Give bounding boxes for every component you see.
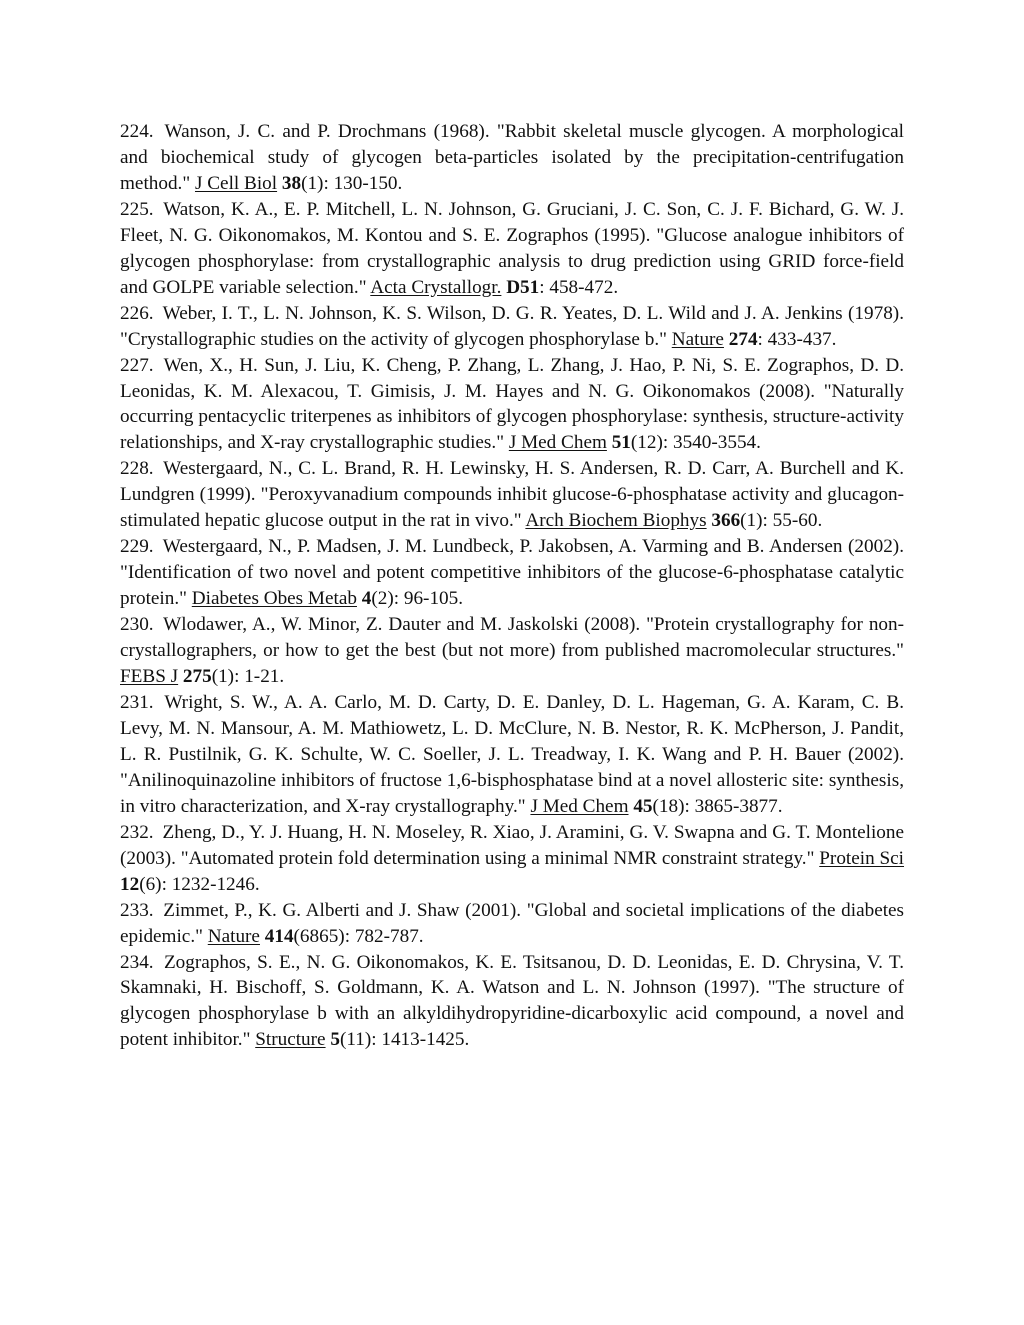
reference-pages: : 3540-3554. bbox=[662, 432, 761, 454]
reference-issue: (1) bbox=[211, 666, 235, 688]
reference-number: 231. bbox=[120, 691, 154, 713]
reference-volume: 4 bbox=[361, 588, 372, 610]
reference-entry bbox=[120, 119, 904, 197]
reference-title: "Rabbit skeletal muscle glycogen. A morphological and biochemical study of glycogen beta-particles isolated by the precipitation-centrifugation method." bbox=[120, 121, 905, 194]
reference-pages: : 55-60. bbox=[762, 510, 823, 532]
reference-title: "Anilinoquinazoline inhibitors of fructose 1,6-bisphosphatase bind at a novel allosteric site: synthesis, in vitro characterization, and X-ray crystallography." bbox=[120, 769, 904, 817]
reference-entry bbox=[120, 353, 904, 457]
reference-volume: 414 bbox=[264, 925, 294, 947]
reference-number: 234. bbox=[120, 951, 154, 973]
reference-title: "Global and societal implications of the diabetes epidemic." bbox=[120, 899, 905, 947]
reference-volume: 5 bbox=[330, 1029, 340, 1051]
reference-entry bbox=[120, 950, 904, 1054]
reference-authors: Westergaard, N., P. Madsen, J. M. Lundbeck, P. Jakobsen, A. Varming and B. Andersen (2002). bbox=[162, 536, 904, 558]
reference-entry bbox=[120, 820, 904, 898]
reference-title: "Crystallographic studies on the activity of glycogen phosphorylase b." bbox=[120, 328, 667, 350]
reference-issue: (11) bbox=[339, 1029, 372, 1051]
reference-entry bbox=[120, 301, 904, 353]
reference-issue: (6865) bbox=[293, 925, 345, 947]
reference-authors: Zographos, S. E., N. G. Oikonomakos, K. E. Tsitsanou, D. D. Leonidas, E. D. Chrysina, V. T. Skamnaki, H. Bischoff, S. Goldmann, K. A. Watson and L. N. Johnson (1997). bbox=[120, 951, 905, 999]
reference-volume: 275 bbox=[182, 666, 212, 688]
reference-entry bbox=[120, 690, 904, 820]
reference-issue: (18) bbox=[652, 795, 685, 817]
reference-volume: 12 bbox=[120, 873, 140, 895]
reference-issue: (1) bbox=[740, 510, 763, 532]
reference-authors: Zheng, D., Y. J. Huang, H. N. Moseley, R. Xiao, J. Aramini, G. V. Swapna and G. T. Montelione (2003). bbox=[120, 821, 904, 869]
reference-pages: : 458-472. bbox=[539, 276, 619, 298]
reference-journal: Protein Sci bbox=[819, 847, 905, 869]
reference-title: "Glucose analogue inhibitors of glycogen phosphorylase: from crystallographic analysis to drug prediction using GRID force-field and GOLPE variable selection." bbox=[120, 224, 904, 298]
reference-volume: 274 bbox=[728, 328, 758, 350]
reference-pages: : 1413-1425. bbox=[371, 1029, 470, 1051]
reference-authors: Watson, K. A., E. P. Mitchell, L. N. Johnson, G. Gruciani, J. C. Son, C. J. F. Bichard, G. W. J. Fleet, N. G. Oikonomakos, M. Kontou and S. E. Zographos (1995). bbox=[120, 198, 904, 246]
reference-list bbox=[120, 119, 904, 1053]
reference-pages: : 3865-3877. bbox=[684, 795, 783, 817]
reference-entry bbox=[120, 898, 904, 950]
reference-number: 226. bbox=[120, 302, 154, 324]
reference-entry bbox=[120, 197, 904, 301]
reference-pages: : 1-21. bbox=[234, 666, 285, 688]
reference-journal: Diabetes Obes Metab bbox=[191, 588, 357, 610]
reference-journal: Acta Crystallogr. bbox=[370, 276, 502, 298]
reference-volume: 45 bbox=[633, 795, 653, 817]
reference-journal: Nature bbox=[671, 328, 724, 350]
reference-issue: (2) bbox=[371, 588, 394, 610]
reference-pages: : 782-787. bbox=[344, 925, 424, 947]
reference-pages: : 433-437. bbox=[757, 328, 837, 350]
reference-number: 228. bbox=[120, 458, 154, 480]
reference-volume: D51 bbox=[506, 276, 540, 298]
reference-authors: Westergaard, N., C. L. Brand, R. H. Lewinsky, H. S. Andersen, R. D. Carr, A. Burchell and K. Lundgren (1999). bbox=[120, 458, 905, 506]
reference-journal: Arch Biochem Biophys bbox=[525, 510, 707, 532]
reference-pages: : 130-150. bbox=[323, 172, 403, 194]
reference-authors: Zimmet, P., K. G. Alberti and J. Shaw (2001). bbox=[163, 899, 522, 921]
reference-number: 229. bbox=[120, 536, 154, 558]
reference-volume: 366 bbox=[711, 510, 741, 532]
reference-number: 227. bbox=[120, 354, 154, 376]
reference-title: "The structure of glycogen phosphorylase b with an alkyldihydropyridine-dicarboxylic acid compound, a novel and potent inhibitor." bbox=[120, 977, 904, 1051]
reference-pages: : 96-105. bbox=[393, 588, 464, 610]
reference-authors: Wanson, J. C. and P. Drochmans (1968). bbox=[164, 121, 490, 142]
reference-title: "Automated protein fold determination using a minimal NMR constraint strategy." bbox=[180, 847, 815, 869]
reference-volume: 51 bbox=[611, 432, 631, 454]
reference-title: "Naturally occurring pentacyclic triterpenes as inhibitors of glycogen phosphorylase: synthesis, structure-activity relationships, and X-ray crystallographic studies." bbox=[120, 380, 905, 454]
reference-number: 232. bbox=[120, 821, 154, 843]
reference-journal: J Cell Biol bbox=[194, 172, 278, 194]
reference-volume: 38 bbox=[281, 172, 302, 194]
reference-authors: Wright, S. W., A. A. Carlo, M. D. Carty, D. E. Danley, D. L. Hageman, G. A. Karam, C. B. Levy, M. N. Mansour, A. M. Mathiowetz, L. D. McClure, N. B. Nestor, R. K. McPherson, J. Pandit, L. R. Pustilnik, G. K. Schulte, W. C. Soeller, J. L. Treadway, I. K. Wang and P. H. Bauer (2002). bbox=[120, 691, 905, 765]
reference-number: 230. bbox=[120, 614, 154, 636]
reference-entry bbox=[120, 612, 904, 690]
reference-authors: Wen, X., H. Sun, J. Liu, K. Cheng, P. Zhang, L. Zhang, J. Hao, P. Ni, S. E. Zographos, D. D. Leonidas, K. M. Alexacou, T. Gimisis, J. M. Hayes and N. G. Oikonomakos (2008). bbox=[120, 354, 904, 402]
reference-authors: Wlodawer, A., W. Minor, Z. Dauter and M. Jaskolski (2008). bbox=[163, 614, 641, 636]
reference-entry bbox=[120, 534, 904, 612]
reference-journal: J Med Chem bbox=[508, 432, 607, 454]
reference-issue: (12) bbox=[630, 432, 663, 454]
reference-title: "Peroxyvanadium compounds inhibit glucose-6-phosphatase activity and glucagon-stimulated hepatic glucose output in the rat in vivo." bbox=[120, 484, 905, 532]
reference-title: "Identification of two novel and potent competitive inhibitors of the glucose-6-phosphatase catalytic protein." bbox=[120, 562, 904, 610]
reference-journal: Nature bbox=[207, 925, 260, 947]
reference-journal: FEBS J bbox=[120, 666, 179, 688]
reference-issue: (1) bbox=[301, 172, 324, 194]
reference-entry bbox=[120, 456, 904, 534]
reference-journal: Structure bbox=[255, 1029, 326, 1051]
reference-number: 224. bbox=[120, 121, 154, 142]
reference-pages: : 1232-1246. bbox=[161, 873, 260, 895]
reference-title: "Protein crystallography for non-crystallographers, or how to get the best (but not more) from published macromolecular structures." bbox=[120, 614, 905, 662]
reference-number: 225. bbox=[120, 198, 154, 220]
reference-issue: (6) bbox=[139, 873, 162, 895]
reference-authors: Weber, I. T., L. N. Johnson, K. S. Wilson, D. G. R. Yeates, D. L. Wild and J. A. Jenkins (1978). bbox=[162, 302, 904, 324]
reference-number: 233. bbox=[120, 899, 154, 921]
reference-journal: J Med Chem bbox=[530, 795, 629, 817]
